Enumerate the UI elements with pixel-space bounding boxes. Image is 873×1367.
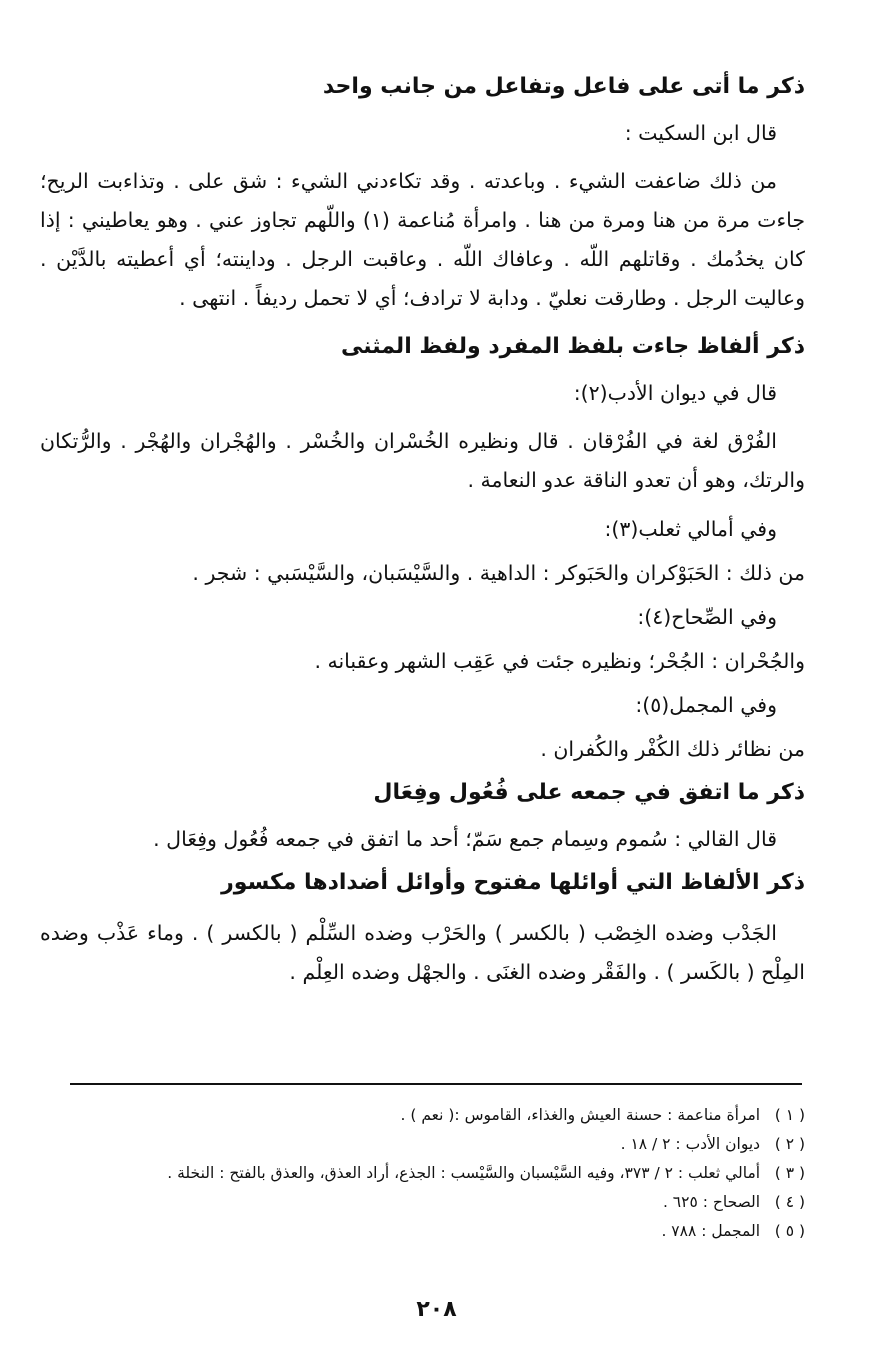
page-body — [40, 72, 805, 1006]
section-2 — [40, 332, 805, 764]
footnotes — [40, 1101, 805, 1246]
quote-intro: وفي الصِّحاح(٤): — [637, 605, 777, 629]
section-4 — [40, 868, 805, 992]
section-1 — [40, 72, 805, 318]
footnote — [40, 1159, 805, 1188]
paragraph: من نظائر ذلك الكُفْر والكُفران . — [540, 737, 805, 761]
page-number: ٢٠٨ — [416, 1297, 457, 1322]
footnote-number: ( ٢ ) — [774, 1135, 805, 1153]
footnote-divider — [70, 1083, 802, 1085]
footnote-text: أمالي ثعلب : ٢ / ٣٧٣، وفيه السَّيْسبان والسَّيْسب : الجذع، أراد العذق، والعذق بالفتح : النخلة . — [167, 1164, 761, 1182]
paragraph: من ذلك : الحَبَوْكران والحَبَوكر : الداهية . والسَّيْسَبان، والسَّيْسَبي : شجر . — [192, 561, 805, 585]
quote-intro: وفي أمالي ثعلب(٣): — [604, 517, 777, 541]
paragraph: الجَدْب وضده الخِصْب ( بالكسر ) والحَرْب وضده السِّلْم ( بالكسر ) . وماء عَذْب وضده المِلْح ( بالكَسر ) . والفَقْر وضده الغنَى . والجهْل وضده العِلْم . — [40, 921, 805, 984]
footnote-text: الصحاح : ٦٢٥ . — [662, 1193, 761, 1211]
footnote-text: المجمل : ٧٨٨ . — [661, 1222, 761, 1240]
quote-intro: قال ابن السكيت : — [624, 121, 777, 145]
section-heading: ذكر ما أتى على فاعل وتفاعل من جانب واحد — [322, 74, 805, 99]
quote-intro: قال في ديوان الأدب(٢): — [573, 381, 777, 405]
quote-intro: وفي المجمل(٥): — [635, 693, 777, 717]
section-heading: ذكر الألفاظ التي أوائلها مفتوح وأوائل أضدادها مكسور — [221, 870, 805, 895]
paragraph: قال القالي : سُموم وسِمام جمع سَمّ؛ أحد ما اتفق في جمعه فُعُول وفِعَال . — [153, 827, 777, 851]
paragraph: من ذلك ضاعفت الشيء . وباعدته . وقد تكاءدني الشيء : شق على . وتذاءبت الريح؛ جاءت مرة من هنا ومرة من هنا . وامرأة مُناعمة (١) واللّهم تجاوز عني . وهو يعاطيني : إذا كان يخدُمك . وقاتلهم اللّه . وعافاك اللّه . وعاقبت الرجل . وداينته؛ أي أعطيته بالدَّيْن . وعاليت الرجل . وطارقت نعليّ . ودابة لا ترادف؛ أي لا تحمل رديفاً . انتهى . — [40, 169, 806, 310]
footnote — [40, 1217, 805, 1246]
paragraph: الفُرْق لغة في الفُرْقان . قال ونظيره الخُسْران والخُسْر . والهُجْران والهُجْر . والرُّتكان والرتك، وهو أن تعدو الناقة عدو النعامة . — [40, 429, 805, 492]
footnote-number: ( ١ ) — [774, 1106, 805, 1124]
footnote-number: ( ٣ ) — [774, 1164, 805, 1182]
footnote-number: ( ٥ ) — [774, 1222, 805, 1240]
footnote-text: ديوان الأدب : ٢ / ١٨ . — [620, 1135, 761, 1153]
section-heading: ذكر ما اتفق في جمعه على فُعُول وفِعَال — [373, 780, 805, 805]
section-3 — [40, 778, 805, 854]
section-heading: ذكر ألفاظ جاءت بلفظ المفرد ولفظ المثنى — [340, 334, 805, 359]
footnote-number: ( ٤ ) — [774, 1193, 805, 1211]
footnote — [40, 1188, 805, 1217]
footnote-text: امرأة مناعمة : حسنة العيش والغذاء، القاموس :( نعم ) . — [400, 1106, 761, 1124]
footnote — [40, 1130, 805, 1159]
paragraph: والجُحْران : الجُحْر؛ ونظيره جئت في عَقِب الشهر وعقبانه . — [314, 649, 805, 673]
footnote — [40, 1101, 805, 1130]
